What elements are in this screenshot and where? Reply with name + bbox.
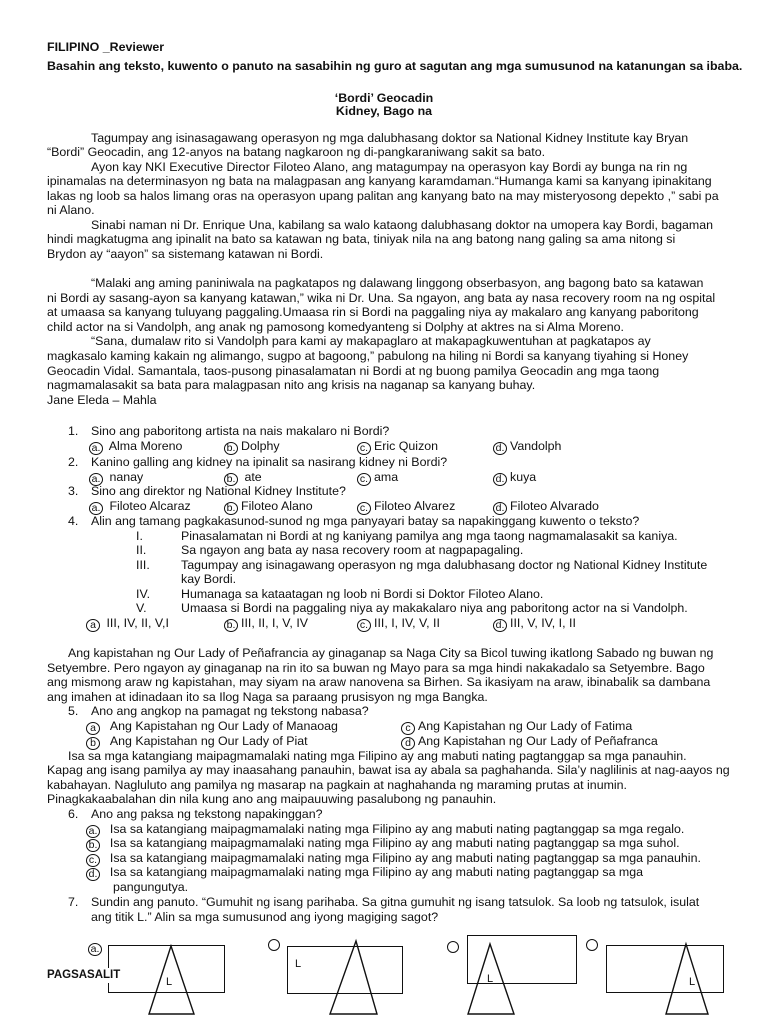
q3-choice-c[interactable]: c. Filoteo Alvarez <box>357 499 455 515</box>
question-3-number: 3. <box>68 484 79 498</box>
story-line: Tagumpay ang isinasagawang operasyon ng mga dalubhasang doktor sa National Kidney Institute kay Bryan <box>91 131 689 145</box>
q7-choice-a[interactable]: a. <box>88 940 105 956</box>
q7-option-c-rectangle <box>467 935 577 984</box>
q6-choice-a[interactable]: a. Isa sa katangiang maipagmamalaki nating mga Filipino ay ang mabuti nating pagtanggap sa mga regalo. <box>86 822 684 838</box>
story-line: nagmamalasakit sa bata para malagpasan nito ang krisis na naganap sa kanyang buhay. <box>47 378 536 392</box>
event-text: kay Bordi. <box>181 572 237 586</box>
passage-line: ang imahen at idinadaan ito sa Ilog Naga sa paraang prusisyon ng mga Bangka. <box>47 690 488 704</box>
passage-line: Isa sa mga katangiang maipagmamalaki nating mga Filipino ay ang mabuti nating pagtanggap sa mga panauhin. <box>68 749 687 763</box>
q5-choice-c[interactable]: c Ang Kapistahan ng Our Lady of Fatima <box>401 719 632 735</box>
q4-choice-d[interactable]: d. III, V, IV, I, II <box>493 616 576 632</box>
q7-choice-d[interactable] <box>586 939 598 955</box>
q5-choice-b[interactable]: b Ang Kapistahan ng Our Lady of Piat <box>86 734 308 750</box>
q7-option-d-rectangle <box>606 945 724 993</box>
q3-choice-b[interactable]: b. Filoteo Alano <box>224 499 313 515</box>
story-line: “Sana, dumalaw rito si Vandolph para kami ay makapaglaro at makapagkuwentuhan at pagkatapos ay <box>91 334 651 348</box>
question-2-text: Kanino galling ang kidney na ipinalit sa nasirang kidney ni Bordi? <box>91 455 448 469</box>
question-5-text: Ano ang angkop na pamagat ng tekstong nabasa? <box>91 704 369 718</box>
q6-choice-c[interactable]: c. Isa sa katangiang maipagmamalaki nating mga Filipino ay ang mabuti nating pagtanggap sa mga panauhin. <box>86 851 701 867</box>
q2-choice-a[interactable]: a. nanay <box>89 470 143 486</box>
event-text: Umaasa si Bordi na paggaling niya ay makakalaro niya ang paboritong actor na si Vandolph. <box>181 601 688 615</box>
passage-line: Pinagkakaabalahan din nila kung ano ang maipauuwing pasalubong ng panauhin. <box>47 792 497 806</box>
event-numeral: V. <box>136 601 147 615</box>
story-line: lakas ng loob sa halos limang oras na operasyon upang palitan ang kanyang bato na may misteryosong depekto ,” sabi pa <box>47 189 719 203</box>
event-numeral: I. <box>136 529 143 543</box>
question-7-text-line1: Sundin ang panuto. “Gumuhit ng isang parihaba. Sa gitna gumuhit ng isang tatsulok. Sa loob ng tatsulok, isulat <box>91 895 700 909</box>
event-numeral: IV. <box>136 587 151 601</box>
question-1-text: Sino ang paboritong artista na nais makalaro ni Bordi? <box>91 424 390 438</box>
q7-option-b-rectangle <box>287 946 403 994</box>
question-6-number: 6. <box>68 807 79 821</box>
passage-line: Kapag ang isang pamilya ay may inaasahang panauhin, bawat isa ay abala sa paghahanda. Sila’y naglilinis at nag-aayos ng <box>47 763 730 777</box>
event-text: Pinasalamatan ni Bordi at ng kaniyang pamilya ang mga taong nagmamalasakit sa kaniya. <box>181 529 678 543</box>
story-line: magkasalo kaming kakain ng alimango, sugpo at bagoong,” pabulong na hiling ni Bordi sa kanyang tiyahing si Honey <box>47 349 689 363</box>
q2-choice-d[interactable]: d. kuya <box>493 470 536 486</box>
q1-choice-a[interactable]: a. Alma Moreno <box>89 439 182 455</box>
story-line: Sinabi naman ni Dr. Enrique Una, kabilang sa walo kataong dalubhasang doktor na umopera kay Bordi, bagaman <box>91 218 713 232</box>
q4-choice-b[interactable]: b. III, II, I, V, IV <box>224 616 308 632</box>
q1-choice-d[interactable]: d. Vandolph <box>493 439 561 455</box>
q5-choice-a[interactable]: a Ang Kapistahan ng Our Lady of Manaoag <box>86 719 338 735</box>
q7-option-d-letter: L <box>689 976 696 988</box>
question-3-text: Sino ang direktor ng National Kidney Institute? <box>91 484 346 498</box>
story-line: at umaasa sa kanyang tuluyang paggaling.Umaasa rin si Bordi na paggaling niya ay makalaro ang kanyang paboritong <box>47 305 699 319</box>
event-numeral: III. <box>136 558 150 572</box>
q3-choice-d[interactable]: d. Filoteo Alvarado <box>493 499 599 515</box>
q7-choice-c[interactable] <box>447 941 459 957</box>
q7-option-a-letter: L <box>166 976 173 988</box>
story-line: hindi magkatugma ang ipinalit na bato sa katawan ng bata, tiniyak nila na ang batong nang galing sa ama nitong si <box>47 232 676 246</box>
story-line: “Malaki ang aming paniniwala na pagkatapos ng dalawang linggong obserbasyon, ang bagong bato sa katawan <box>91 276 704 290</box>
question-7-text-line2: ang titik L.” Alin sa mga sumusunod ang iyong magiging sagot? <box>91 910 439 924</box>
q3-choice-a[interactable]: a. Filoteo Alcaraz <box>89 499 191 515</box>
question-1-number: 1. <box>68 424 79 438</box>
question-4-number: 4. <box>68 514 79 528</box>
q5-choice-d[interactable]: d Ang Kapistahan ng Our Lady of Peñafranca <box>401 734 658 750</box>
question-2-number: 2. <box>68 455 79 469</box>
q6-choice-d[interactable]: d. Isa sa katangiang maipagmamalaki nating mga Filipino ay ang mabuti nating pagtanggap sa mga <box>86 865 643 881</box>
q7-choice-b[interactable] <box>268 939 280 955</box>
story-line: Brydon ay “aayon” sa sistemang katawan ni Bordi. <box>47 247 324 261</box>
story-line: Geocadin Vidal. Samantala, taos-pusong pinasalamatan ni Bordi at ng buong pamilya Geocadin ang mga taong <box>47 364 660 378</box>
instruction: Basahin ang teksto, kuwento o panuto na sasabihin ng guro at sagutan ang mga sumusunod na katanungan sa ibaba. <box>47 59 743 73</box>
event-numeral: II. <box>136 543 147 557</box>
q4-choice-a[interactable]: a III, IV, II, V,I <box>86 616 169 632</box>
q1-choice-b[interactable]: b. Dolphy <box>224 439 280 455</box>
radio-circle-icon <box>447 941 459 953</box>
event-text: Humanaga sa kataatagan ng loob ni Bordi si Doktor Filoteo Alano. <box>181 587 544 601</box>
question-4-text: Alin ang tamang pagkakasunod-sunod ng mga panyayari batay sa napakinggang kuwento o teksto? <box>91 514 640 528</box>
story-subtitle: Kidney, Bago na <box>335 104 433 118</box>
story-line: child actor na si Vandolph, ang anak ng pamosong komedyanteng si Dolphy at aktres na si Alma Moreno. <box>47 320 624 334</box>
q2-choice-c[interactable]: c. ama <box>357 470 398 486</box>
question-7-number: 7. <box>68 895 79 909</box>
q6-choice-b[interactable]: b. Isa sa katangiang maipagmamalaki nating mga Filipino ay ang mabuti nating pagtanggap sa mga suhol. <box>86 836 680 852</box>
radio-circle-icon <box>268 939 280 951</box>
event-text: Tagumpay ang isinagawang operasyon ng mga dalubhasang doctor ng National Kidney Institute <box>181 558 708 572</box>
q4-choice-c[interactable]: c. III, I, IV, V, II <box>357 616 440 632</box>
question-5-number: 5. <box>68 704 79 718</box>
section-label: PAGSASALIT <box>47 969 121 981</box>
passage-line: Ang kapistahan ng Our Lady of Peñafrancia ay ginaganap sa Naga City sa Bicol tuwing ikatlong Sabado ng buwan ng <box>68 646 714 660</box>
story-line: Ayon kay NKI Executive Director Filoteo Alano, ang matagumpay na operasyon kay Bordi ay bunga na rin ng <box>91 160 688 174</box>
story-line: “Bordi” Geocadin, ang 12-anyos na batang nagkaroon ng di-pangkaraniwang sakit sa bato. <box>47 145 546 159</box>
story-line: ni Alano. <box>47 203 95 217</box>
event-text: Sa ngayon ang bata ay nasa recovery room at nagpapagaling. <box>181 543 524 557</box>
question-6-text: Ano ang paksa ng tekstong napakinggan? <box>91 807 323 821</box>
passage-line: ang mismong araw ng kapistahan, may siyam na araw nanovena sa Birhen. Sa ikasiyam na araw, ibinabalik sa dambana <box>47 675 711 689</box>
story-line: ni Bordi ay sasang-ayon sa kanyang katawan,” wika ni Dr. Una. Sa ngayon, ang bata ay nasa recovery room na ng ospital <box>47 291 716 305</box>
story-title: ‘Bordi’ Geocadin <box>334 91 434 105</box>
document-title: FILIPINO _Reviewer <box>47 40 165 54</box>
q6-choice-d-continuation: pangungutya. <box>113 880 189 894</box>
radio-circle-icon <box>586 939 598 951</box>
q1-choice-c[interactable]: c. Eric Quizon <box>357 439 438 455</box>
byline: Jane Eleda – Mahla <box>47 393 157 407</box>
passage-line: Setyembre. Pero ngayon ay ginaganap na rin ito sa buwan ng Mayo para sa mga hindi nakakadalo sa Setyembre. Bago <box>47 661 705 675</box>
story-line: ipinamalas na determinasyon ng bata na malagpasan ang kanyang karamdaman.“Humanga kami sa kanyang ipinakitang <box>47 174 712 188</box>
q7-option-c-letter: L <box>487 973 494 985</box>
passage-line: kabahayan. Nagluluto ang pamilya ng masarap na pagkain at naghahanda ng maraming prutas at inumin. <box>47 778 627 792</box>
q2-choice-b[interactable]: b. ate <box>224 470 262 486</box>
q7-option-b-letter: L <box>295 958 302 970</box>
